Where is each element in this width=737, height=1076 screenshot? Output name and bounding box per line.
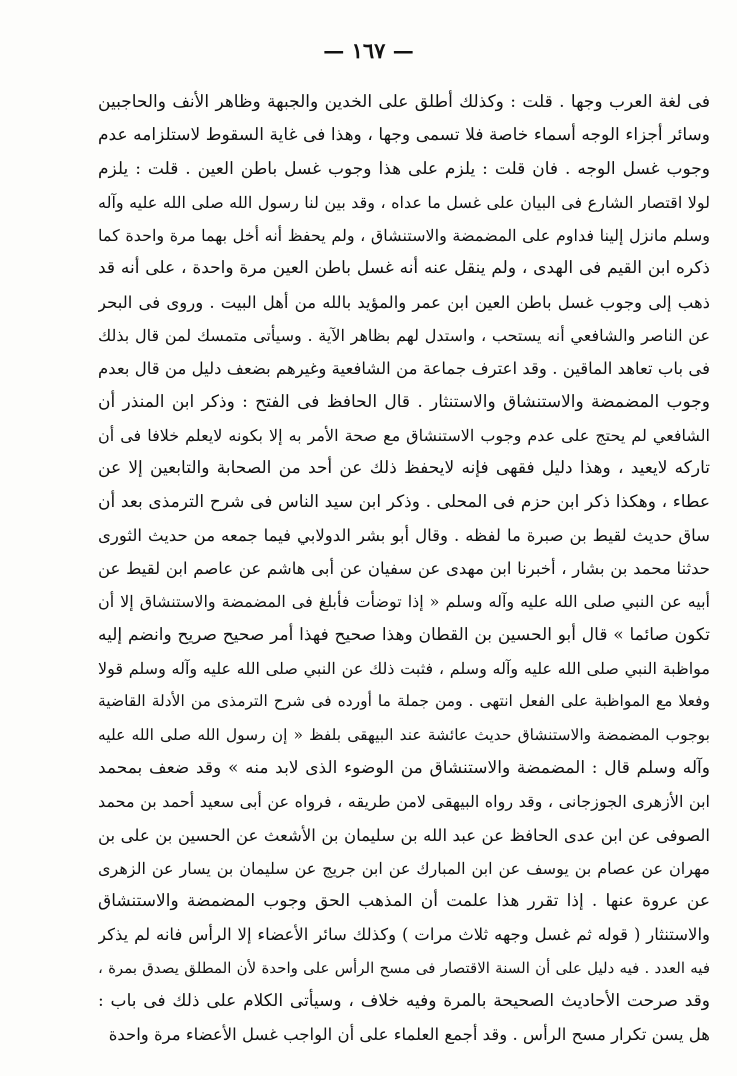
text-line: هل يسن تكرار مسح الرأس . وقد أجمع العلماء على أن الواجب غسل الأعضاء مرة واحدة — [108, 1025, 710, 1045]
text-line: ساق حديث لقيط بن صبرة ما لفظه . وقال أبو بشر الدولابي فيما جمعه من حديث الثورى — [98, 525, 710, 545]
text-line: فى باب تعاهد الماقين . وقد اعترف جماعة من الشافعية وغيرهم بضعف دليل من قال بعدم — [98, 359, 710, 379]
text-line: وقد صرحت الأحاديث الصحيحة بالمرة وفيه خلاف ، وسيأتى الكلام على ذلك فى باب : — [98, 991, 710, 1012]
text-line: وآله وسلم قال : المضمضة والاستنشاق من الوضوء الذى لابد منه » وقد ضعف بمحمد — [98, 757, 710, 778]
page-body-text — [98, 86, 710, 1052]
text-line: بوجوب المضمضة والاستنشاق حديث عائشة عند البيهقى بلفظ « إن رسول الله صلى الله عليه — [98, 725, 710, 744]
text-line: تكون صائما » قال أبو الحسين بن القطان وهذا صحيح فهذا أمر صحيح صريح وانضم إليه — [98, 624, 710, 645]
text-line: وسلم مانزل إلينا فداوم على المضمضة والاستنشاق ، ولم يحفظ أنه أخل بهما مرة واحدة كما — [98, 226, 710, 246]
text-line: حدثنا محمد بن بشار ، أخبرنا ابن مهدى عن سفيان عن أبى هاشم عن عاصم ابن لقيط عن — [98, 559, 710, 579]
text-line: لولا اقتصار الشارع فى البيان على غسل ما عداه ، وقد بين لنا رسول الله صلى الله عليه وآله — [98, 192, 710, 212]
text-line: أبيه عن النبي صلى الله عليه وآله وسلم « إذا توضأت فأبلغ فى المضمضة والاستنشاق إلا أن — [98, 592, 710, 612]
text-line: عن الناصر والشافعي أنه يستحب ، واستدل لهم بظاهر الآية . وسيأتى متمسك لمن قال بذلك — [98, 326, 710, 346]
text-line: عطاء ، وهكذا ذكر ابن حزم فى المحلى . وذكر ابن سيد الناس فى شرح الترمذى بعد أن — [98, 491, 710, 512]
text-line: ذكره ابن القيم فى الهدى ، ولم ينقل عنه أنه غسل باطن العين مرة واحدة ، على أنه قد — [98, 258, 710, 279]
text-line: وجوب غسل الوجه . فان قلت : يلزم على هذا وجوب غسل باطن العين . قلت : يلزم — [98, 158, 710, 179]
text-line: تاركه لايعيد ، وهذا دليل فقهى فإنه لايحفظ ذلك عن أحد من الصحابة والتابعين إلا عن — [98, 458, 710, 479]
text-line: مواظبة النبي صلى الله عليه وآله وسلم ، فثبت ذلك عن النبي صلى الله عليه وآله وسلم قولا — [98, 659, 710, 679]
text-line: فيه العدد . فيه دليل على أن السنة الاقتصار فى مسح الرأس على واحدة لأن المطلق يصدق بمرة ، — [98, 958, 710, 977]
text-line: عن عروة عنها . إذا تقرر هذا علمت أن المذهب الحق وجوب المضمضة والاستنشاق — [98, 891, 710, 912]
text-line: مهران عن عصام بن يوسف عن ابن المبارك عن ابن جريج عن سليمان بن يسار عن الزهرى — [98, 858, 710, 878]
text-line: وسائر أجزاء الوجه أسماء خاصة فلا تسمى وجها ، وهذا فى غاية السقوط لاستلزامه عدم — [98, 125, 710, 146]
text-line: وجوب المضمضة والاستنشاق والاستنثار . قال الحافظ فى الفتح : وذكر ابن المنذر أن — [98, 391, 710, 412]
text-line: والاستنثار ( قوله ثم غسل وجهه ثلاث مرات ) وكذلك سائر الأعضاء إلا الرأس فانه لم يذكر — [98, 925, 710, 945]
text-line: الشافعي لم يحتج على عدم وجوب الاستنشاق مع صحة الأمر به إلا بكونه لايعلم خلافا فى أن — [98, 425, 710, 445]
text-line: وفعلا مع المواظبة على الفعل انتهى . ومن جملة ما أورده فى شرح الترمذى من الأدلة القاضية — [98, 692, 710, 711]
text-line: الصوفى عن ابن عدى الحافظ عن عبد الله بن سليمان بن الأشعث عن الحسين بن على بن — [98, 825, 710, 845]
text-line: ذهب إلى وجوب غسل باطن العين ابن عمر والمؤيد بالله من أهل البيت . وروى فى البحر — [98, 292, 710, 312]
text-line: فى لغة العرب وجها . قلت : وكذلك أطلق على الخدين والجبهة وظاهر الأنف والحاجبين — [98, 92, 710, 112]
text-line: ابن الأزهرى الجوزجانى ، وقد رواه البيهقى لامن طريقه ، فرواه عن أبى سعيد أحمد بن محمد — [98, 792, 710, 812]
page-number: — ١٦٧ — — [323, 38, 414, 63]
